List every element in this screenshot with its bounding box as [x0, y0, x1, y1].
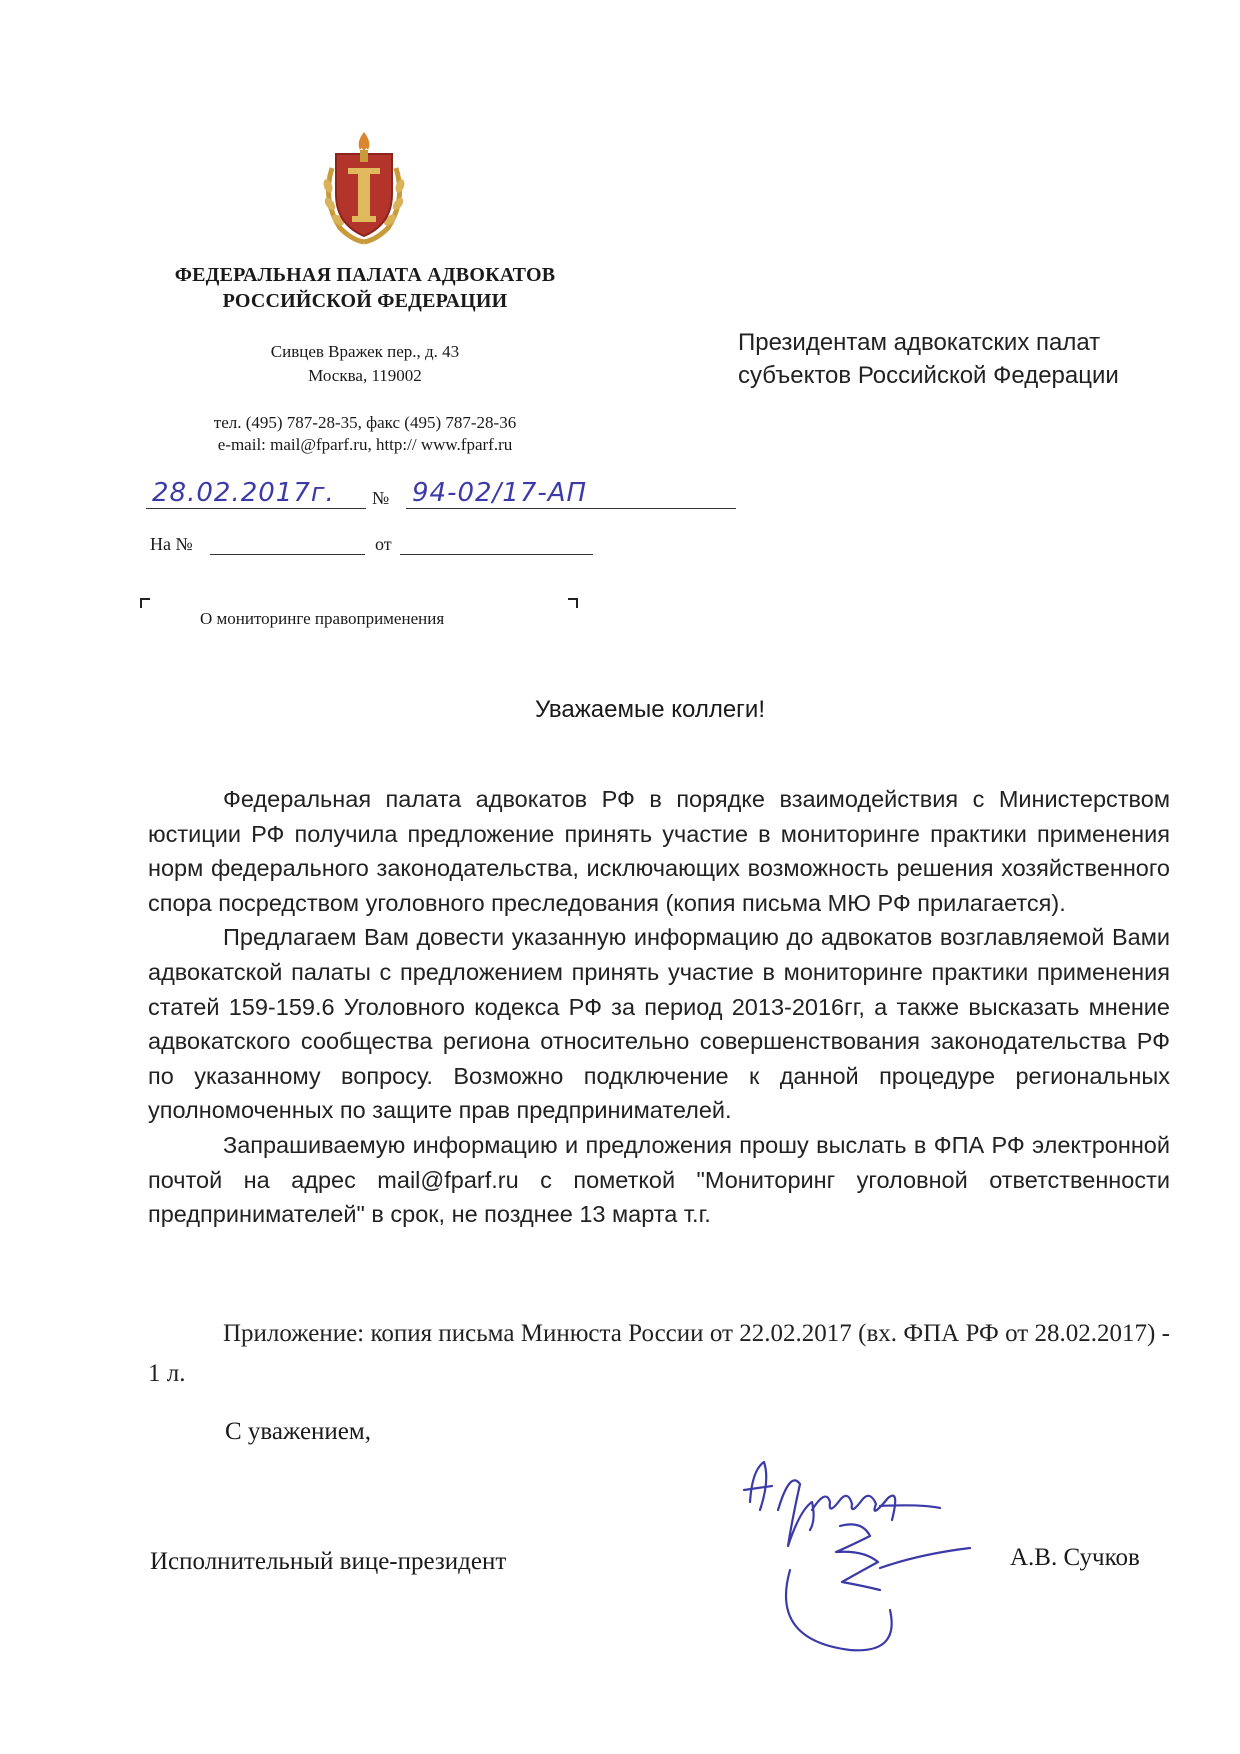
bar-emblem-icon	[318, 128, 410, 246]
org-contacts	[120, 412, 610, 456]
outgoing-date: 28.02.2017г.	[152, 478, 335, 508]
subject-bracket-left	[140, 598, 150, 608]
reference-number-blank	[210, 554, 365, 555]
email-web-line: e-mail: mail@fparf.ru, http:// www.fparf.ru	[217, 435, 513, 454]
reference-line	[150, 534, 610, 558]
handwritten-signature-icon	[730, 1450, 1030, 1660]
attachment-note	[148, 1314, 1170, 1394]
address-line-2: Москва, 119002	[308, 366, 422, 385]
recipient-line-2: субъектов Российской Федерации	[738, 362, 1119, 389]
organization-name	[120, 262, 610, 314]
signer-position: Исполнительный вице-президент	[150, 1548, 507, 1575]
body-paragraph: Предлагаем Вам довести указанную информацию до адвокатов возглавляемой Вами адвокатской палаты с предложением принять участие в мониторинге практики применения статей 159-159.6 Уголовного кодекса РФ за период 2013-2016гг, а также высказать мнение адвокатского сообщества региона относительно совершенствования законодательства РФ по указанному вопросу. Возможно подключение к данной процедуре региональных уполномоченных по защите прав предпринимателей.	[148, 924, 1170, 1124]
closing-phrase: С уважением,	[225, 1418, 371, 1445]
address-line-1: Сивцев Вражек пер., д. 43	[270, 342, 460, 361]
outgoing-number: 94-02/17-АП	[412, 478, 588, 508]
reference-number-label: На №	[150, 534, 193, 554]
recipient-line-1: Президентам адвокатских палат	[738, 329, 1101, 356]
signer-name: А.В. Сучков	[1010, 1544, 1140, 1571]
subject-bracket-right	[568, 598, 578, 608]
reference-date-blank	[400, 554, 593, 555]
phone-fax-line: тел. (495) 787-28-35, факс (495) 787-28-36	[213, 413, 517, 432]
attachment-text: Приложение: копия письма Минюста России от 22.02.2017 (вх. ФПА РФ от 28.02.2017) - 1 л.	[148, 1320, 1170, 1387]
number-label: №	[372, 488, 390, 508]
letter-body	[148, 782, 1170, 1232]
reference-date-label: от	[375, 534, 392, 554]
number-underline	[406, 508, 736, 509]
recipient-block	[738, 326, 1208, 392]
org-name-line-2: РОССИЙСКОЙ ФЕДЕРАЦИИ	[222, 290, 508, 312]
body-paragraph: Запрашиваемую информацию и предложения прошу выслать в ФПА РФ электронной почтой на адрес mail@fparf.ru с пометкой "Мониторинг уголовной ответственности предпринимателей" в срок, не позднее 13 марта т.г.	[148, 1131, 1170, 1228]
org-name-line-1: ФЕДЕРАЛЬНАЯ ПАЛАТА АДВОКАТОВ	[174, 264, 556, 286]
date-underline	[146, 508, 366, 509]
letter-subject: О мониторинге правоприменения	[200, 609, 445, 628]
greeting: Уважаемые коллеги!	[534, 696, 765, 723]
registration-line	[146, 478, 606, 514]
body-paragraph: Федеральная палата адвокатов РФ в порядке взаимодействия с Министерством юстиции РФ получила предложение принять участие в мониторинге практики применения норм федерального законодательства, исключающих возможность решения хозяйственного спора посредством уголовного преследования (копия письма МЮ РФ прилагается).	[148, 786, 1170, 916]
org-address	[120, 340, 610, 388]
